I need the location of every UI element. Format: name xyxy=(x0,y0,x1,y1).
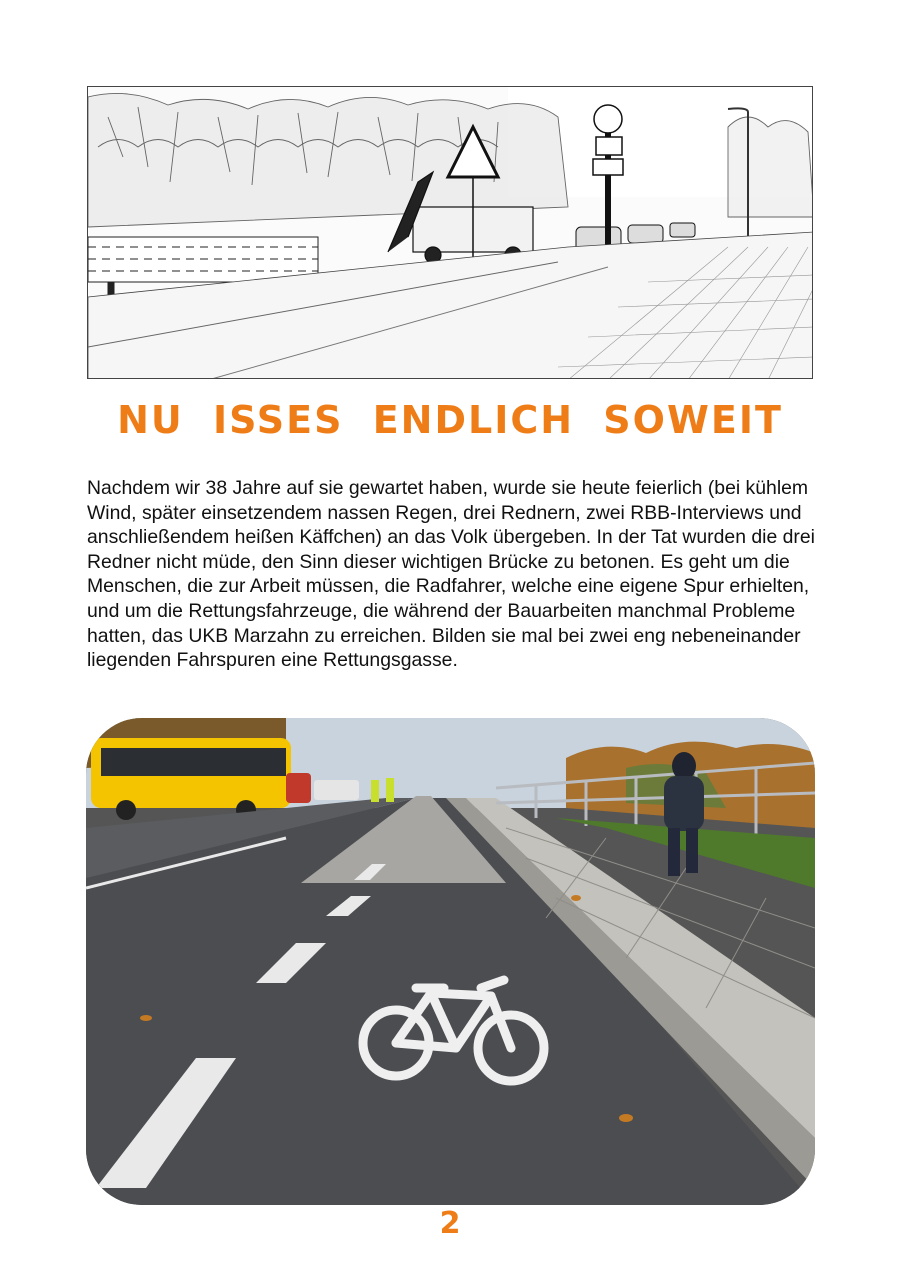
street-sketch-photo xyxy=(87,86,813,379)
bike-lane-photo xyxy=(86,718,815,1205)
body-paragraph: Nachdem wir 38 Jahre auf sie gewartet haben, wurde sie heute feierlich (bei kühlem Wind, später einsetzendem nassen Regen, drei Rednern, zwei RBB-Interviews und anschließendem heißen Käffchen) an das Volk übergeben. In der Tat wurden die drei Redner nicht müde, den Sinn dieser wichtigen Brücke zu betonen. Es geht um die Menschen, die zur Arbeit müssen, die Radfahrer, welche eine eigene Spur erhielten, und um die Rettungsfahrzeuge, die während der Bauarbeiten manchmal Probleme hatten, das UKB Marzahn zu erreichen. Bilden sie mal bei zwei eng nebeneinander liegenden Fahrspuren eine Rettungsgasse. xyxy=(87,477,815,672)
page-number: 2 xyxy=(439,1206,461,1241)
headline: NU ISSES ENDLICH SOWEIT xyxy=(117,398,783,442)
